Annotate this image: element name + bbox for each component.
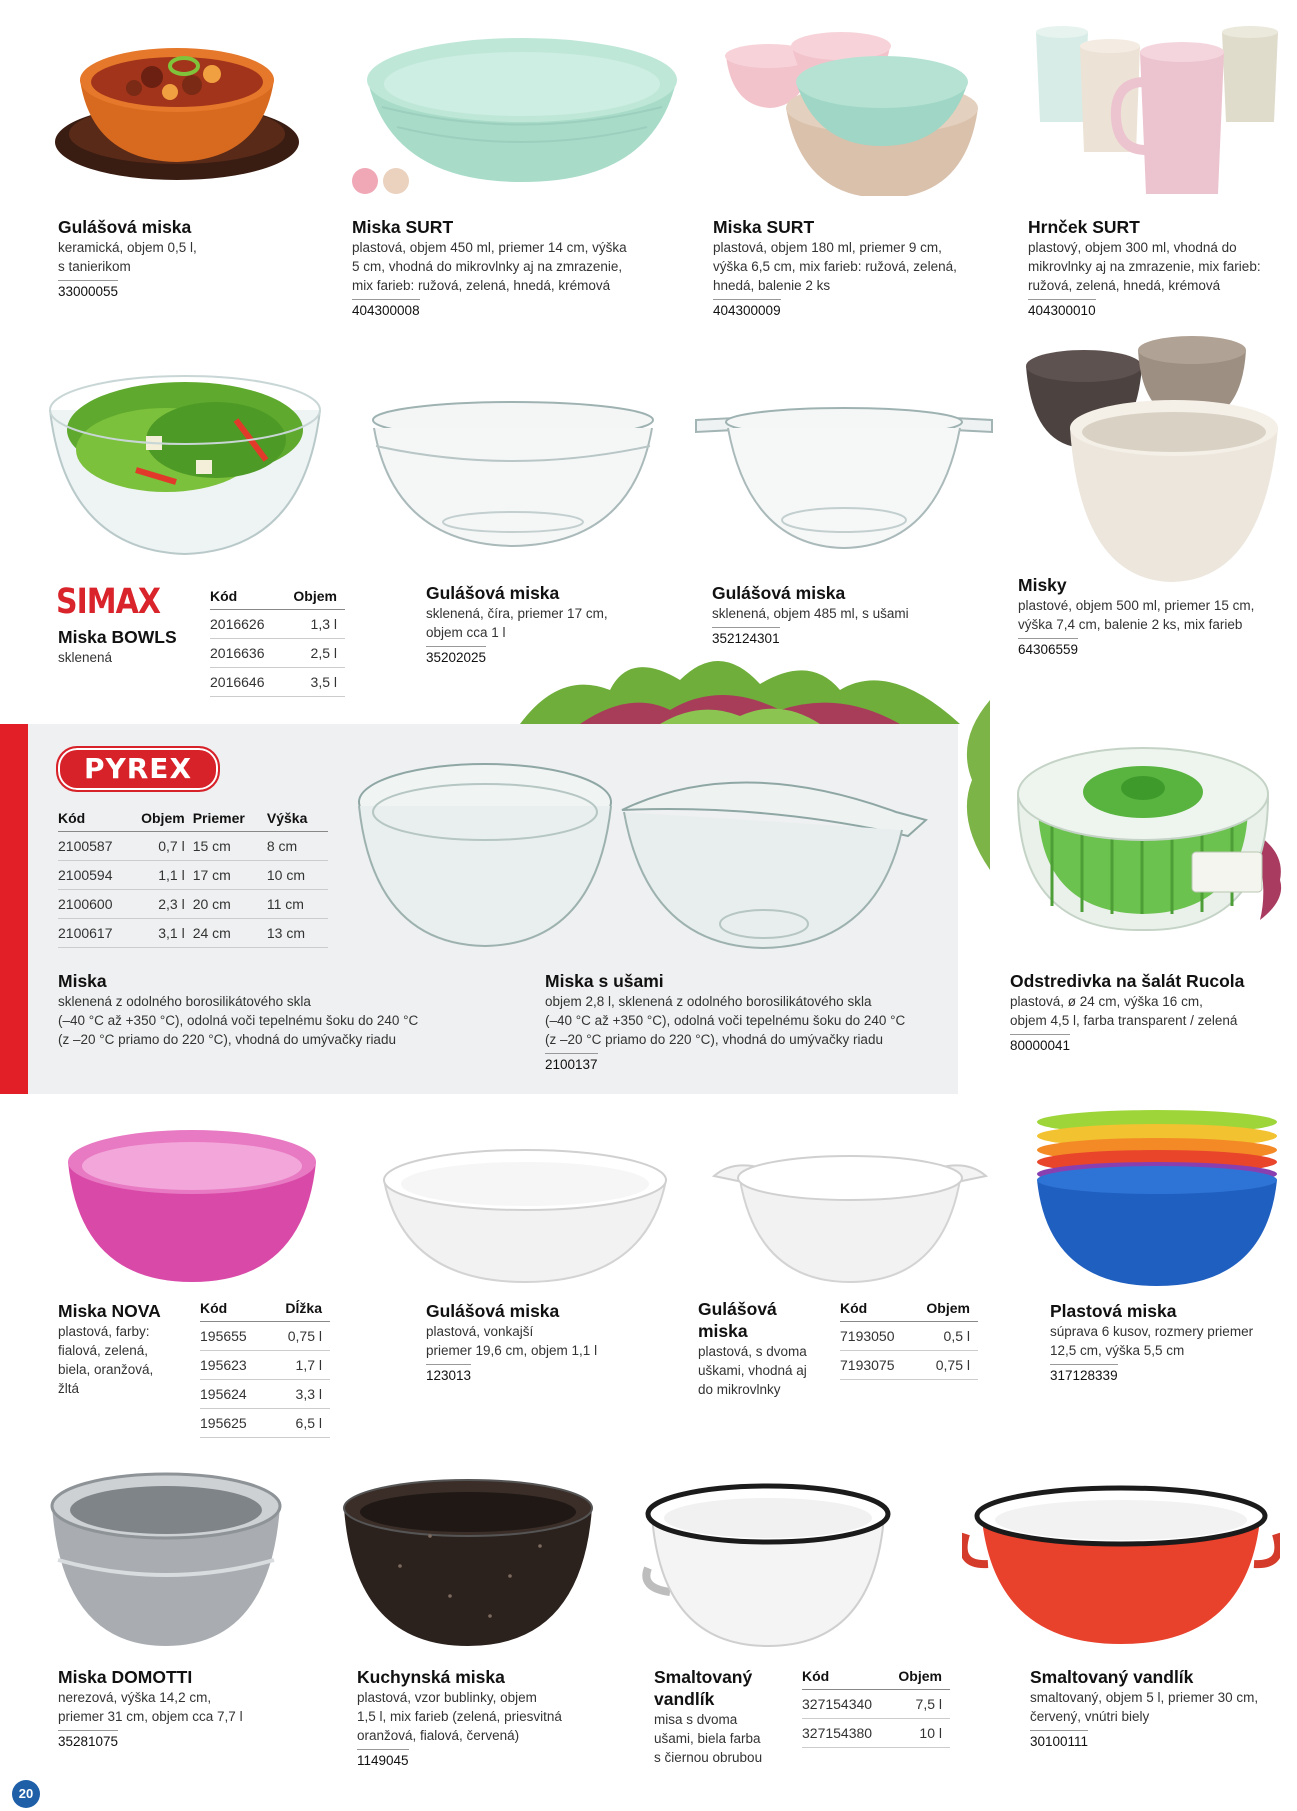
product-name: Miska SURT xyxy=(713,217,815,237)
nova-spec-table xyxy=(200,1296,330,1438)
product-code: 317128339 xyxy=(1050,1364,1118,1385)
cell-volume: 10 l xyxy=(894,1719,950,1748)
goulash-ceramic-bowl-image xyxy=(52,22,302,182)
product-glass-goulash-1 xyxy=(426,582,686,667)
product-kitchen-bowl xyxy=(357,1666,617,1770)
col-header-volume: Objem xyxy=(919,1296,978,1322)
product-description: plastové, objem 500 ml, priemer 15 cm, výška 7,4 cm, balenie 2 ks, mix farieb xyxy=(1018,598,1255,632)
product-name: Odstredivka na šalát Rucola xyxy=(1010,971,1245,991)
white-plastic-bowl-handles-image xyxy=(712,1146,988,1284)
product-name: Hrnček SURT xyxy=(1028,217,1140,237)
cell-code: 7193050 xyxy=(840,1322,919,1351)
pyrex-logo: PYREX xyxy=(56,746,220,792)
pink-color-swatch-icon xyxy=(352,168,378,194)
lettuce-leaf-side-image xyxy=(956,700,990,870)
product-description: objem 2,8 l, sklenená z odolného borosilikátového skla (–40 °C až +350 °C), odolná voči tepelnému šoku do 240 °C (z –20 °C priamo do 220 °C), vhodná do umývačky riadu xyxy=(545,994,906,1047)
simax-logo: SIMAX xyxy=(56,582,160,623)
cell-volume: 0,75 l xyxy=(919,1351,978,1380)
cell-code: 195624 xyxy=(200,1380,275,1409)
product-code: 64306559 xyxy=(1018,638,1078,659)
product-name: Plastová miska xyxy=(1050,1301,1177,1321)
product-description: plastová, ø 24 cm, výška 16 cm, objem 4,5 l, farba transparent / zelená xyxy=(1010,994,1238,1028)
beige-color-swatch-icon xyxy=(383,168,409,194)
product-bowls xyxy=(58,626,208,667)
page-number-badge: 20 xyxy=(12,1780,40,1808)
stainless-bowl-image xyxy=(48,1470,284,1648)
cell-diameter: 15 cm xyxy=(193,832,267,861)
product-surt-bowl-180 xyxy=(713,216,1013,320)
cell-code: 2100600 xyxy=(58,890,135,919)
product-description: sklenená, číra, priemer 17 cm, objem cca 1 l xyxy=(426,606,608,640)
cell-code: 2100617 xyxy=(58,919,135,948)
cell-height: 10 cm xyxy=(267,861,328,890)
product-misky xyxy=(1018,574,1288,659)
product-surt-mug xyxy=(1028,216,1293,320)
product-description: súprava 6 kusov, rozmery priemer 12,5 cm, výška 5,5 cm xyxy=(1050,1324,1254,1358)
cell-volume: 3,5 l xyxy=(287,668,345,697)
cell-code: 2016636 xyxy=(210,639,287,668)
product-pyrex-miska-usami xyxy=(545,970,945,1074)
cell-volume: 1,3 l xyxy=(287,610,345,639)
product-description: sklenená xyxy=(58,650,113,665)
product-description: plastová, vzor bublinky, objem 1,5 l, mix farieb (zelená, priesvitná oranžová, fialová, červená) xyxy=(357,1690,562,1743)
pyrex-spec-table xyxy=(58,806,328,948)
product-code: 35281075 xyxy=(58,1730,118,1751)
product-description: misa s dvoma ušami, biela farba s čiernou obrubou xyxy=(654,1712,763,1765)
surt-mugs-image xyxy=(1028,22,1284,198)
cell-volume: 6,5 l xyxy=(275,1409,330,1438)
cell-volume: 0,75 l xyxy=(275,1322,330,1351)
product-description: plastová, s dvoma uškami, vhodná aj do mikrovlnky xyxy=(698,1344,807,1397)
plastic-bowls-set-image xyxy=(1034,1110,1280,1288)
product-name: Smaltovaný vandlík xyxy=(1030,1667,1194,1687)
cell-volume: 3,1 l xyxy=(135,919,193,948)
product-code: 404300008 xyxy=(352,299,420,320)
bowls-spec-table xyxy=(210,584,345,697)
cell-volume: 2,5 l xyxy=(287,639,345,668)
cell-height: 8 cm xyxy=(267,832,328,861)
col-header-volume: Objem xyxy=(135,806,193,832)
pyrex-glass-bowl-image xyxy=(354,758,616,948)
product-name: Miska NOVA xyxy=(58,1301,161,1321)
product-name: Gulášová miska xyxy=(698,1299,777,1341)
product-pyrex-miska xyxy=(58,970,498,1049)
product-plastic-goulash-handles xyxy=(698,1298,828,1399)
product-code: 2100137 xyxy=(545,1053,598,1074)
salad-spinner-image xyxy=(1012,736,1274,932)
table-row xyxy=(200,1322,330,1351)
cell-height: 13 cm xyxy=(267,919,328,948)
col-header-length: Dĺžka xyxy=(275,1296,330,1322)
enamel-basin-spec-table xyxy=(802,1664,950,1748)
product-name: Miska xyxy=(58,971,107,991)
table-row xyxy=(802,1690,950,1719)
product-name: Miska BOWLS xyxy=(58,627,177,647)
cell-code: 195625 xyxy=(200,1409,275,1438)
white-enamel-basin-image xyxy=(640,1476,896,1648)
cell-code: 2016646 xyxy=(210,668,287,697)
cell-code: 2100587 xyxy=(58,832,135,861)
product-code: 80000041 xyxy=(1010,1034,1070,1055)
product-name: Miska SURT xyxy=(352,217,454,237)
cell-volume: 3,3 l xyxy=(275,1380,330,1409)
product-description: smaltovaný, objem 5 l, priemer 30 cm, červený, vnútri biely xyxy=(1030,1690,1259,1724)
table-row xyxy=(58,832,328,861)
product-description: plastový, objem 300 ml, vhodná do mikrovlnky aj na zmrazenie, mix farieb: ružová, zelená, hnedá, krémová xyxy=(1028,240,1261,293)
product-name: Gulášová miska xyxy=(58,217,192,237)
col-header-volume: Objem xyxy=(894,1664,950,1690)
product-rucola-spinner xyxy=(1010,970,1295,1055)
cell-height: 11 cm xyxy=(267,890,328,919)
product-name: Kuchynská miska xyxy=(357,1667,505,1687)
glass-goulash-bowl-image xyxy=(368,398,658,548)
glass-goulash-bowl-handles-image xyxy=(694,400,994,550)
col-header-height: Výška xyxy=(267,806,328,832)
cell-code: 2100594 xyxy=(58,861,135,890)
table-row xyxy=(58,861,328,890)
table-row xyxy=(840,1322,978,1351)
red-enamel-basin-image xyxy=(962,1476,1280,1646)
product-white-enamel-basin xyxy=(654,1666,794,1767)
table-row xyxy=(200,1380,330,1409)
product-code: 352124301 xyxy=(712,627,780,648)
table-row xyxy=(58,890,328,919)
cell-volume: 1,7 l xyxy=(275,1351,330,1380)
product-name: Miska s ušami xyxy=(545,971,664,991)
product-name: Gulášová miska xyxy=(712,583,846,603)
product-red-enamel-basin xyxy=(1030,1666,1290,1751)
product-code: 30100111 xyxy=(1030,1730,1088,1751)
product-glass-goulash-2 xyxy=(712,582,982,648)
product-name: Smaltovaný vandlík xyxy=(654,1667,753,1709)
product-code: 35202025 xyxy=(426,646,486,667)
cell-code: 195623 xyxy=(200,1351,275,1380)
cell-diameter: 24 cm xyxy=(193,919,267,948)
product-code: 404300010 xyxy=(1028,299,1096,320)
pyrex-red-bar xyxy=(0,724,28,1094)
white-plastic-goulash-bowl-image xyxy=(380,1146,670,1284)
cell-code: 195655 xyxy=(200,1322,275,1351)
product-nova xyxy=(58,1300,208,1398)
salad-glass-bowl-image xyxy=(46,370,324,556)
product-code: 404300009 xyxy=(713,299,781,320)
product-name: Miska DOMOTTI xyxy=(58,1667,193,1687)
cell-volume: 1,1 l xyxy=(135,861,193,890)
cell-volume: 0,7 l xyxy=(135,832,193,861)
product-description: plastová, objem 450 ml, priemer 14 cm, výška 5 cm, vhodná do mikrovlnky aj na zmrazenie, mix farieb: ružová, zelená, hnedá, krémová xyxy=(352,240,627,293)
product-description: keramická, objem 0,5 l, s tanierikom xyxy=(58,240,197,274)
col-header-code: Kód xyxy=(58,806,135,832)
product-description: plastová, vonkajší priemer 19,6 cm, objem 1,1 l xyxy=(426,1324,598,1358)
cell-code: 327154380 xyxy=(802,1719,894,1748)
product-domotti xyxy=(58,1666,298,1751)
product-description: sklenená z odolného borosilikátového skla (–40 °C až +350 °C), odolná voči tepelnému šoku do 240 °C (z –20 °C priamo do 220 °C), vhodná do umývačky riadu xyxy=(58,994,419,1047)
pyrex-bowl-handles-image xyxy=(618,764,928,950)
product-name: Misky xyxy=(1018,575,1067,595)
misky-bowls-image xyxy=(1022,336,1284,584)
product-plastic-goulash xyxy=(426,1300,666,1385)
table-row xyxy=(210,610,345,639)
product-description: plastová, objem 180 ml, priemer 9 cm, výška 6,5 cm, mix farieb: ružová, zelená, hnedá, balenie 2 ks xyxy=(713,240,957,293)
cell-diameter: 17 cm xyxy=(193,861,267,890)
product-code: 1149045 xyxy=(357,1749,409,1770)
cell-code: 2016626 xyxy=(210,610,287,639)
table-row xyxy=(200,1351,330,1380)
product-plastic-bowl-set xyxy=(1050,1300,1290,1385)
product-code: 33000055 xyxy=(58,280,118,301)
col-header-code: Kód xyxy=(210,584,287,610)
table-row xyxy=(802,1719,950,1748)
product-description: plastová, farby: fialová, zelená, biela, oranžová, žltá xyxy=(58,1324,154,1396)
product-description: nerezová, výška 14,2 cm, priemer 31 cm, objem cca 7,7 l xyxy=(58,1690,243,1724)
cell-volume: 0,5 l xyxy=(919,1322,978,1351)
col-header-volume: Objem xyxy=(287,584,345,610)
product-name: Gulášová miska xyxy=(426,1301,560,1321)
product-description: sklenená, objem 485 ml, s ušami xyxy=(712,606,909,621)
table-row xyxy=(210,668,345,697)
goulash-handles-spec-table xyxy=(840,1296,978,1380)
surt-small-bowls-image xyxy=(722,16,982,196)
product-goulash-ceramic xyxy=(58,216,328,301)
col-header-code: Kód xyxy=(200,1296,275,1322)
table-row xyxy=(210,639,345,668)
cell-code: 7193075 xyxy=(840,1351,919,1380)
surt-bowl-image xyxy=(362,22,682,182)
col-header-code: Kód xyxy=(840,1296,919,1322)
product-name: Gulášová miska xyxy=(426,583,560,603)
nova-pink-bowl-image xyxy=(64,1126,320,1284)
black-speckled-bowl-image xyxy=(340,1476,596,1648)
col-header-code: Kód xyxy=(802,1664,894,1690)
cell-code: 327154340 xyxy=(802,1690,894,1719)
cell-volume: 2,3 l xyxy=(135,890,193,919)
table-row xyxy=(58,919,328,948)
cell-diameter: 20 cm xyxy=(193,890,267,919)
col-header-diameter: Priemer xyxy=(193,806,267,832)
cell-volume: 7,5 l xyxy=(894,1690,950,1719)
product-code: 123013 xyxy=(426,1364,471,1385)
table-row xyxy=(840,1351,978,1380)
table-row xyxy=(200,1409,330,1438)
product-surt-bowl-450 xyxy=(352,216,692,320)
